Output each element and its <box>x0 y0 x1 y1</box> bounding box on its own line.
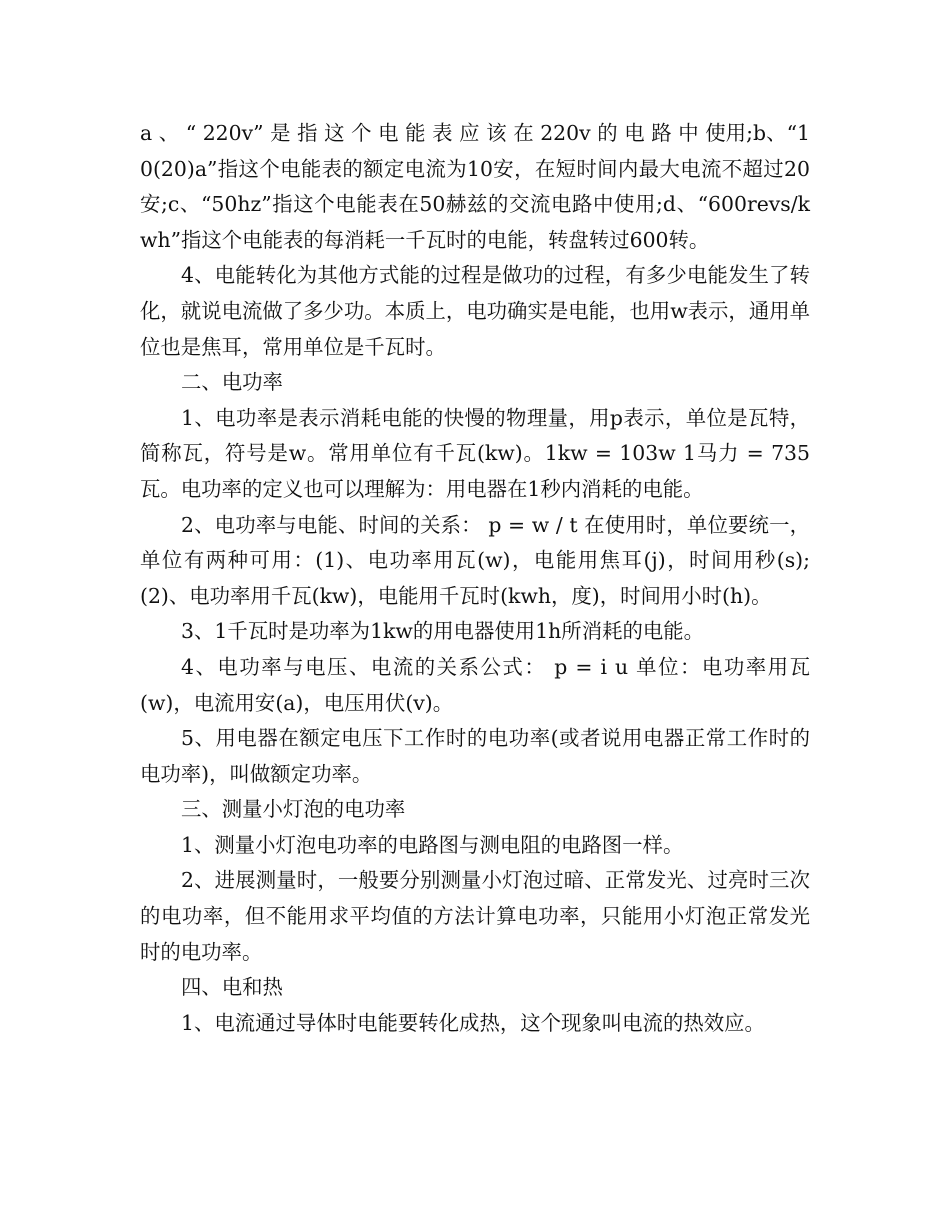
heading-electricity-heat: 四、电和热 <box>181 975 283 1000</box>
paragraph-power-definition: 1、电功率是表示消耗电能的快慢的物理量，用p表示，单位是瓦特，简称瓦，符号是w。常用单位有千瓦(kw)。1kw = 103w 1马力 = 735瓦。电功率的定义也可以理解为：用电器在1秒内消耗的电能。 <box>140 405 810 501</box>
heading-electric-power: 二、电功率 <box>181 370 283 395</box>
paragraph-electric-work: 4、电能转化为其他方式能的过程是做功的过程，有多少电能发生了转化，就说电流做了多少功。本质上，电功确实是电能，也用w表示，通用单位也是焦耳，常用单位是千瓦时。 <box>140 263 810 359</box>
paragraph-power-energy-time: 2、电功率与电能、时间的关系： p = w / t 在使用时，单位要统一，单位有两种可用：(1)、电功率用瓦(w)，电能用焦耳(j)，时间用秒(s);(2)、电功率用千瓦(kw)，电能用千瓦时(kwh，度)，时间用小时(h)。 <box>140 512 810 608</box>
paragraph-power-voltage-current: 4、电功率与电压、电流的关系公式： p = i u 单位：电功率用瓦(w)，电流用安(a)，电压用伏(v)。 <box>140 654 810 715</box>
paragraph-meter-specs: a 、 “ 220v” 是 指 这 个 电 能 表 应 该 在 220v 的 电 路 中 使用;b、“10(20)a”指这个电能表的额定电流为10安，在短时间内最大电流不超过20安;c、“50hz”指这个电能表在50赫兹的交流电路中使用;d、“600revs/kwh”指这个电能表的每消耗一千瓦时的电能，转盘转过600转。 <box>140 121 810 252</box>
paragraph-rated-power: 5、用电器在额定电压下工作时的电功率(或者说用电器正常工作时的电功率)，叫做额定功率。 <box>140 726 810 786</box>
paragraph-circuit-diagram: 1、测量小灯泡电功率的电路图与测电阻的电路图一样。 <box>181 832 684 857</box>
paragraph-measurement-method: 2、进展测量时，一般要分别测量小灯泡过暗、正常发光、过亮时三次的电功率，但不能用求平均值的方法计算电功率，只能用小灯泡正常发光时的电功率。 <box>140 868 810 964</box>
paragraph-heat-effect: 1、电流通过导体时电能要转化成热，这个现象叫电流的热效应。 <box>181 1010 765 1035</box>
document-page <box>140 116 810 1041</box>
paragraph-kilowatt-hour: 3、1千瓦时是功率为1kw的用电器使用1h所消耗的电能。 <box>181 619 705 644</box>
heading-measure-bulb-power: 三、测量小灯泡的电功率 <box>181 797 406 822</box>
